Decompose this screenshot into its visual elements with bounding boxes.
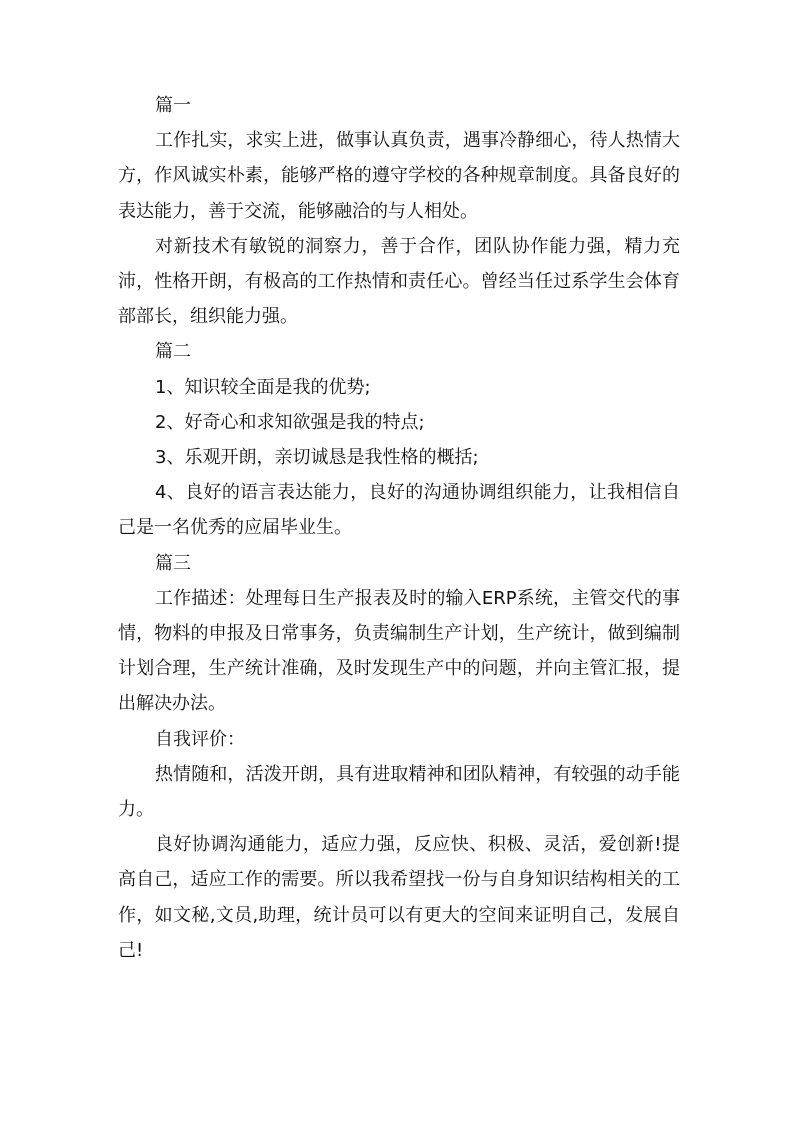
section-heading: 篇一 bbox=[155, 95, 191, 116]
list-item: 4、良好的语言表达能力，良好的沟通协调组织能力，让我相信自己是一名优秀的应届毕业生。 bbox=[118, 482, 680, 539]
paragraph: 工作描述：处理每日生产报表及时的输入ERP系统，主管交代的事情，物料的申报及日常事务，负责编制生产计划，生产统计，做到编制计划合理，生产统计准确，及时发现生产中的问题，并向主管汇报，提出解决办法。 bbox=[118, 587, 680, 715]
list-item: 1、知识较全面是我的优势; bbox=[155, 376, 371, 398]
section-heading: 篇三 bbox=[155, 552, 191, 574]
paragraph: 良好协调沟通能力，适应力强，反应快、积极、灵活，爱创新!提高自己，适应工作的需要。所以我希望找一份与自身知识结构相关的工作，如文秘,文员,助理，统计员可以有更大的空间来证明自己，发展自己! bbox=[118, 834, 680, 961]
paragraph: 自我评价： bbox=[155, 728, 245, 750]
paragraph: 热情随和，活泼开朗，具有进取精神和团队精神，有较强的动手能力。 bbox=[118, 763, 680, 821]
list-item: 2、好奇心和求知欲强是我的特点; bbox=[155, 411, 425, 433]
list-item: 3、乐观开朗，亲切诚恳是我性格的概括; bbox=[155, 447, 479, 469]
paragraph: 工作扎实，求实上进，做事认真负责，遇事冷静细心，待人热情大方，作风诚实朴素，能够严格的遵守学校的各种规章制度。具备良好的表达能力，善于交流，能够融洽的与人相处。 bbox=[118, 130, 680, 222]
document-body bbox=[118, 88, 680, 968]
section-heading: 篇二 bbox=[155, 341, 191, 363]
paragraph: 对新技术有敏锐的洞察力，善于合作，团队协作能力强，精力充沛，性格开朗，有极高的工作热情和责任心。曾经当任过系学生会体育部部长，组织能力强。 bbox=[118, 235, 680, 328]
